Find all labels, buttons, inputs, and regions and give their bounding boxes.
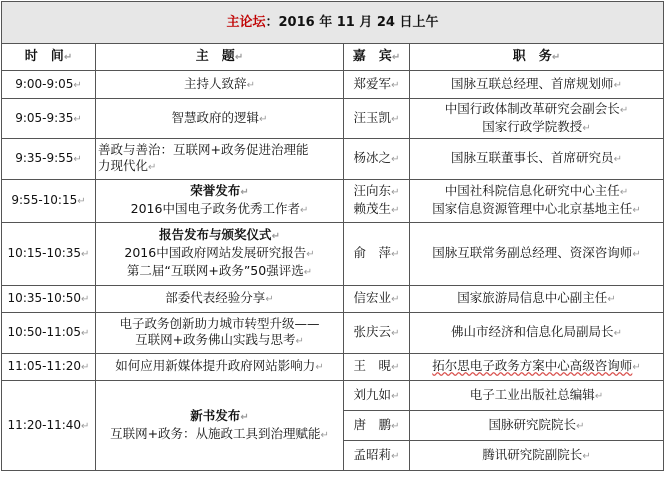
topic-cell: 荣誉发布↵ 2016中国电子政务优秀工作者↵ [96,180,344,223]
time-cell: 9:55-10:15↵ [2,180,96,223]
topic-cell: 主持人致辞↵ [96,71,344,99]
topic-cell: 智慧政府的逻辑↵ [96,99,344,139]
guest-cell: 唐 鹏↵ [344,411,410,441]
guest-cell: 汪向东↵ 赖茂生↵ [344,180,410,223]
position-cell: 国脉互联总经理、首席规划师↵ [410,71,664,99]
table-row [2,223,664,286]
table-row [2,381,664,411]
position-cell: 国脉互联常务副总经理、资深咨询师↵ [410,223,664,286]
table-row [2,139,664,180]
position-cell: 国家旅游局信息中心副主任↵ [410,286,664,313]
guest-cell: 信宏业↵ [344,286,410,313]
position-cell: 国脉互联董事长、首席研究员↵ [410,139,664,180]
position-cell: 腾讯研究院副院长↵ [410,441,664,471]
position-cell: 佛山市经济和信息化局副局长↵ [410,313,664,354]
time-cell: 9:00-9:05↵ [2,71,96,99]
position-cell: 中国行政体制改革研究会副会长↵ 国家行政学院教授↵ [410,99,664,139]
position-cell: 拓尔思电子政务方案中心高级咨询师↵ [410,354,664,381]
position-cell: 电子工业出版社总编辑↵ [410,381,664,411]
table-row [2,99,664,139]
time-cell: 9:35-9:55↵ [2,139,96,180]
topic-cell: 如何应用新媒体提升政府网站影响力↵ [96,354,344,381]
guest-cell: 张庆云↵ [344,313,410,354]
schedule-table [1,1,664,471]
header-time: 时 间↵ [2,44,96,71]
time-cell: 10:15-10:35↵ [2,223,96,286]
topic-cell: 部委代表经验分享↵ [96,286,344,313]
position-cell: 国脉研究院院长↵ [410,411,664,441]
table-row [2,354,664,381]
time-cell: 9:05-9:35↵ [2,99,96,139]
table-row [2,313,664,354]
topic-cell: 电子政务创新助力城市转型升级—— 互联网+政务佛山实践与思考↵ [96,313,344,354]
time-cell: 10:50-11:05↵ [2,313,96,354]
guest-cell: 刘九如↵ [344,381,410,411]
guest-cell: 汪玉凯↵ [344,99,410,139]
table-row [2,286,664,313]
guest-cell: 郑爱军↵ [344,71,410,99]
header-topic: 主 题↵ [96,44,344,71]
time-cell: 10:35-10:50↵ [2,286,96,313]
forum-title [2,2,664,44]
time-cell: 11:05-11:20↵ [2,354,96,381]
time-cell: 11:20-11:40↵ [2,381,96,471]
title-row [2,2,664,44]
forum-title-rest: ：2016 年 11 月 24 日上午 [265,14,439,30]
header-guest: 嘉 宾↵ [344,44,410,71]
guest-cell: 王 晛↵ [344,354,410,381]
header-position: 职 务↵ [410,44,664,71]
guest-cell: 孟昭莉↵ [344,441,410,471]
position-cell: 中国社科院信息化研究中心主任↵ 国家信息资源管理中心北京基地主任↵ [410,180,664,223]
topic-cell: 报告发布与颁奖仪式↵ 2016中国政府网站发展研究报告↵ 第二届“互联网+政务”50强评选↵ [96,223,344,286]
guest-cell: 俞 萍↵ [344,223,410,286]
topic-cell: 新书发布↵ 互联网+政务：从施政工具到治理赋能↵ [96,381,344,471]
header-row [2,44,664,71]
table-row [2,180,664,223]
guest-cell: 杨冰之↵ [344,139,410,180]
topic-cell: 善政与善治：互联网+政务促进治理能 力现代化↵ [96,139,344,180]
table-row [2,71,664,99]
forum-title-prefix: 主论坛 [226,14,266,30]
